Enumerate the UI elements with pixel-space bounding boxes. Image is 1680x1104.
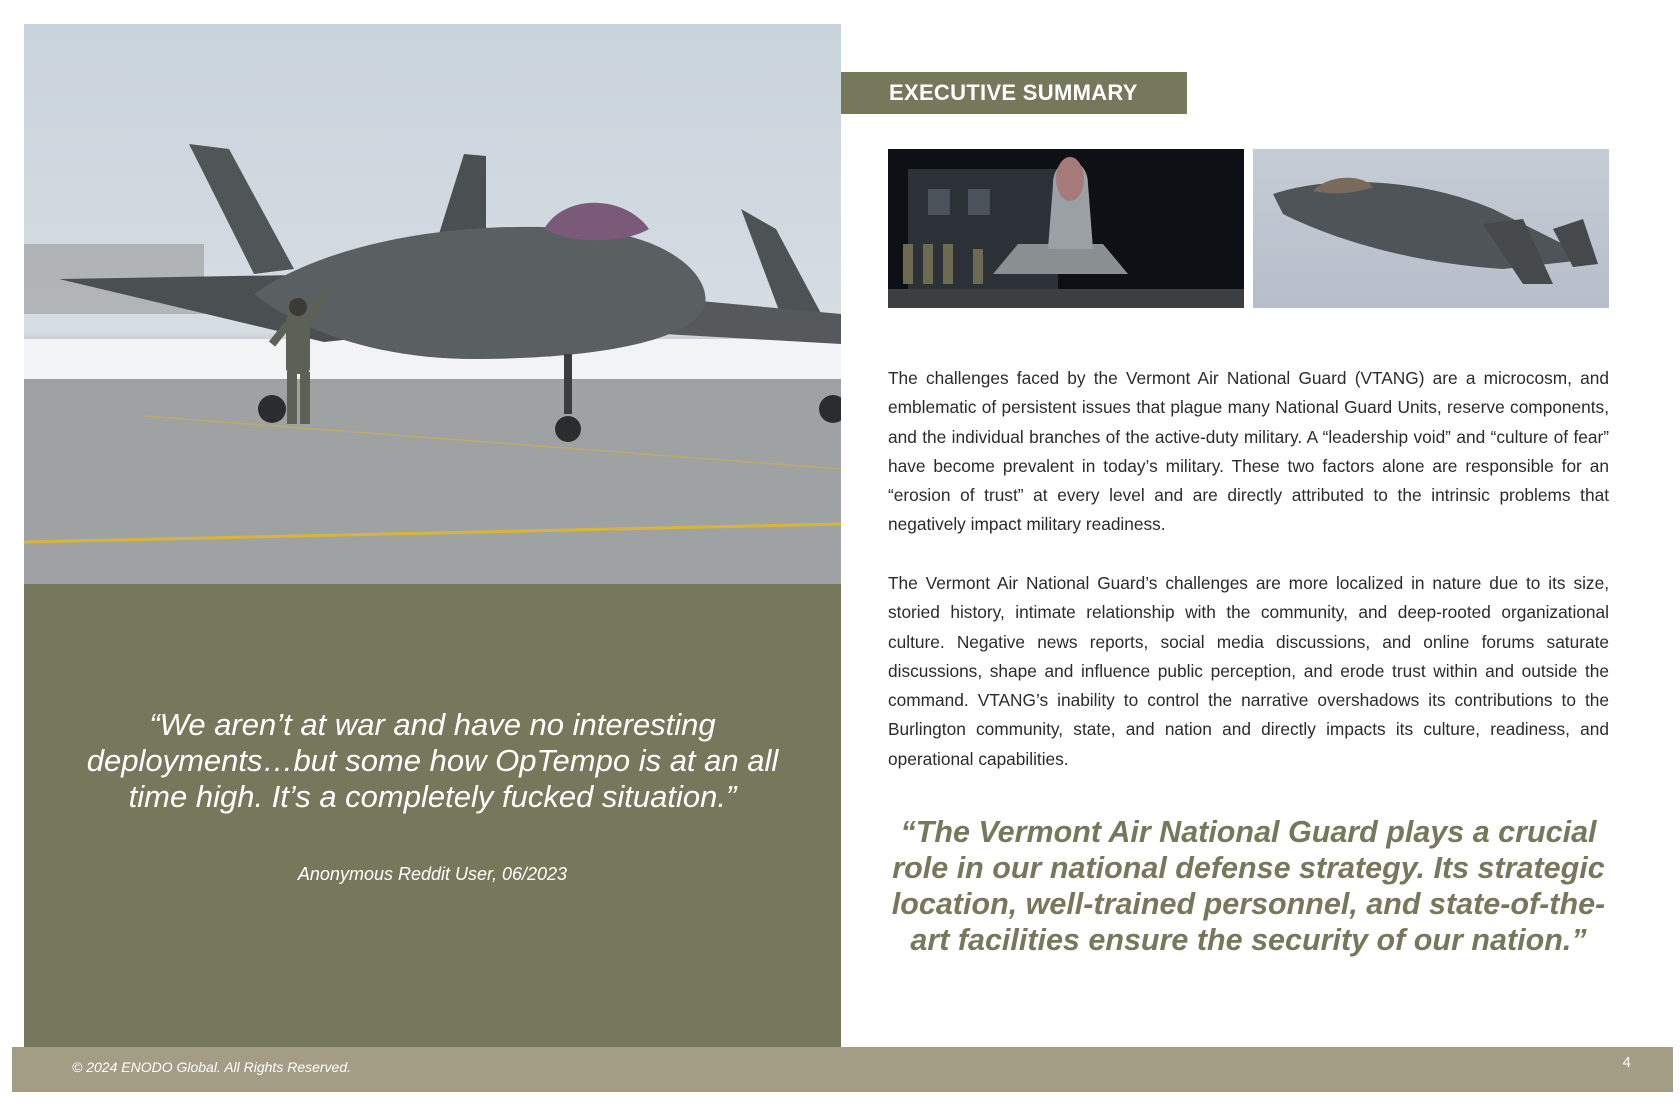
page-footer <box>12 1047 1673 1092</box>
pull-quote-reddit: “We aren’t at war and have no interesting deployments…but some how OpTempo is at an all time high. It’s a completely fucked situation.” <box>86 707 779 814</box>
copyright-notice: © 2024 ENODO Global. All Rights Reserved. <box>72 1059 352 1075</box>
thumbnail-photo-hangar <box>888 149 1244 308</box>
hangar-illustration <box>888 149 1244 308</box>
pull-quote-vtang: “The Vermont Air National Guard plays a crucial role in our national defense strategy. Its strategic location, well-trained personnel, and state-of-the-art facilities ensure the security of our nation.” <box>891 815 1606 957</box>
jet-illustration <box>24 24 841 584</box>
quote-panel <box>24 584 841 1047</box>
quote-attribution: Anonymous Reddit User, 06/2023 <box>297 864 568 884</box>
hero-photo-f35-flightline <box>24 24 841 584</box>
page-number: 4 <box>1622 1054 1631 1071</box>
inflight-jet-illustration <box>1253 149 1609 308</box>
body-paragraph-2: The Vermont Air National Guard’s challenges are more localized in nature due to its size, storied history, intimate relationship with the community, and deep-rooted organizational culture. Negative news reports, social media discussions, and online forums saturate discussions, shape and influence public perception, and erode trust within and outside the command. VTANG’s inability to control the narrative overshadows its contributions to the Burlington community, state, and nation and directly impacts its culture, readiness, and operational capabilities. <box>888 573 1609 769</box>
thumbnail-photo-inflight <box>1253 149 1609 308</box>
section-title: EXECUTIVE SUMMARY <box>889 80 1138 105</box>
section-header-tab <box>841 72 1187 114</box>
body-paragraph-1: The challenges faced by the Vermont Air National Guard (VTANG) are a microcosm, and emblematic of persistent issues that plague many National Guard Units, reserve components, and the individual branches of the active-duty military. A “leadership void” and “culture of fear” have become prevalent in today’s military. These two factors alone are responsible for an “erosion of trust” at every level and are directly attributed to the intrinsic problems that negatively impact military readiness. <box>888 368 1609 535</box>
